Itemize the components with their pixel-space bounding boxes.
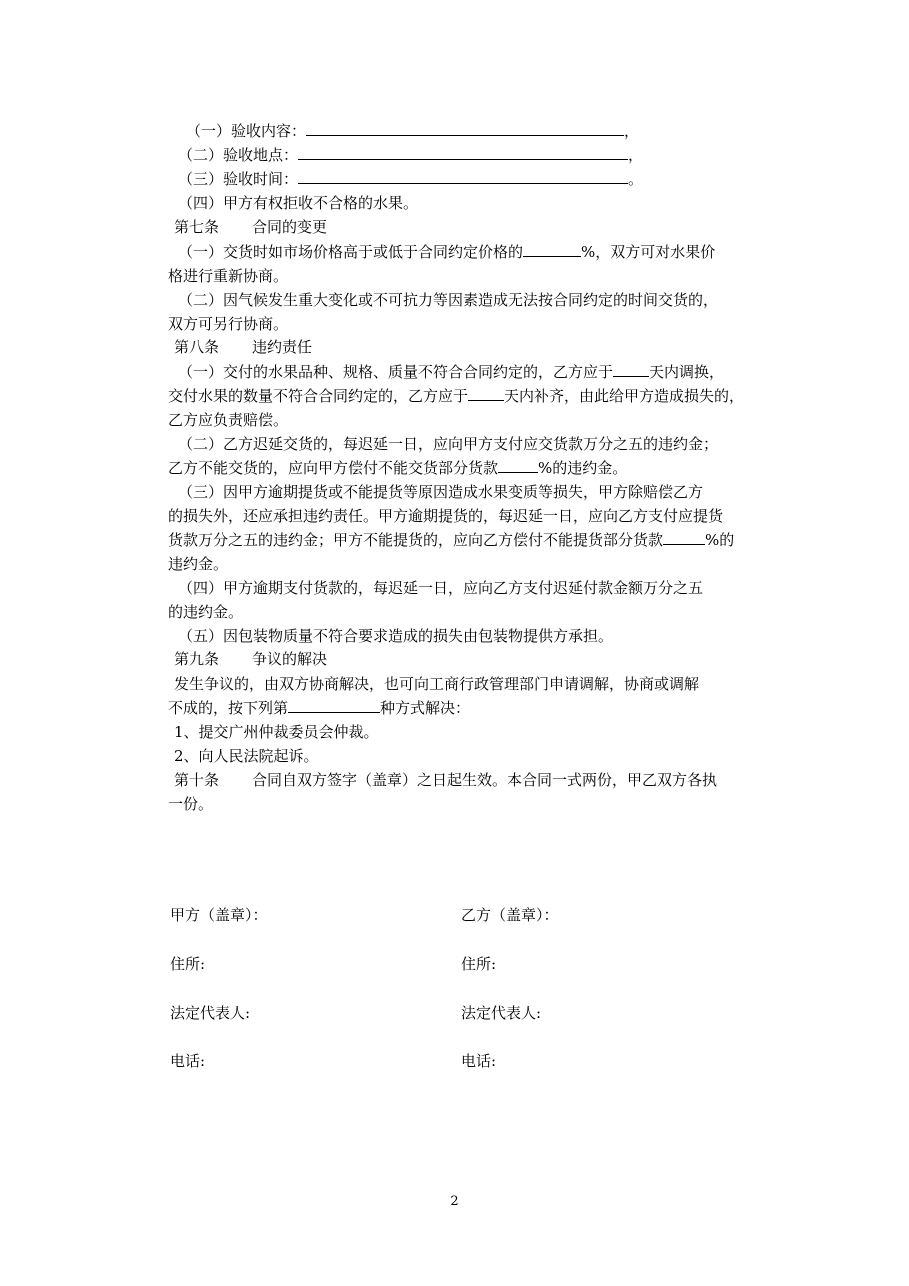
party-b-label: 乙方（盖章）： <box>461 906 559 924</box>
acceptance-place-line: （二）验收地点： ， <box>178 146 644 164</box>
article-10: 第十条 合同自双方签字（盖章）之日起生效。本合同一式两份，甲乙双方各执 <box>174 771 718 789</box>
article-7-p1: （一）交货时如市场价格高于或低于合同约定价格的 %，双方可对水果价 <box>178 243 716 261</box>
party-b-address: 住所: <box>461 955 497 973</box>
blank-field <box>288 698 380 713</box>
article-10-cont: 一份。 <box>168 795 214 813</box>
article-8-p3: （三）因甲方逾期提货或不能提货等原因造成水果变质等损失，甲方除赔偿乙方 <box>178 483 704 501</box>
acceptance-reject-line: （四）甲方有权拒收不合格的水果。 <box>178 194 419 212</box>
blank-field <box>468 386 504 401</box>
article-7-p2: （二）因气候发生重大变化或不可抗力等因素造成无法按合同约定的时间交货的， <box>178 291 719 309</box>
party-a-label: 甲方（盖章）： <box>170 906 268 924</box>
article-9-p1: 发生争议的，由双方协商解决，也可向工商行政管理部门申请调解，协商或调解 <box>174 675 700 693</box>
article-9-p1-cont: 不成的，按下列第 种方式解决： <box>168 699 471 717</box>
article-8-heading: 第八条 违约责任 <box>174 338 313 356</box>
blank-field <box>298 145 628 160</box>
article-9-option-1: 1、提交广州仲裁委员会仲裁。 <box>174 723 379 741</box>
blank-field <box>613 362 649 377</box>
party-b-representative: 法定代表人: <box>461 1004 542 1022</box>
article-8-p3-cont3: 违约金。 <box>168 555 229 573</box>
article-8-p2: （二）乙方迟延交货的，每迟延一日，应向甲方支付应交货款万分之五的违约金； <box>178 435 719 453</box>
party-a-address: 住所: <box>170 955 206 973</box>
article-8-p1-cont2: 乙方应负责赔偿。 <box>168 411 289 429</box>
article-7-heading: 第七条 合同的变更 <box>174 218 328 236</box>
article-7-p1-cont: 格进行重新协商。 <box>168 267 289 285</box>
article-8-p2-cont: 乙方不能交货的，应向甲方偿付不能交货部分货款 %的违约金。 <box>168 459 628 477</box>
article-8-p3-cont2: 货款万分之五的违约金；甲方不能提货的，应向乙方偿付不能提货部分货款 %的 <box>168 531 735 549</box>
article-8-p1-cont: 交付水果的数量不符合合同约定的，乙方应于 天内补齐，由此给甲方造成损失的， <box>168 387 745 405</box>
page-number: 2 <box>450 1194 459 1209</box>
article-8-p4: （四）甲方逾期支付货款的，每迟延一日，应向乙方支付迟延付款金额万分之五 <box>178 579 704 597</box>
article-9-heading: 第九条 争议的解决 <box>174 650 328 668</box>
acceptance-content-line: （一）验收内容： ， <box>186 122 640 140</box>
article-8-p4-cont: 的违约金。 <box>168 603 244 621</box>
article-9-option-2: 2、向人民法院起诉。 <box>174 747 319 765</box>
blank-field <box>306 121 624 136</box>
blank-field <box>498 458 538 473</box>
article-7-p2-cont: 双方可另行协商。 <box>168 315 289 333</box>
acceptance-time-line: （三）验收时间： 。 <box>178 170 644 188</box>
article-8-p5: （五）因包装物质量不符合要求造成的损失由包装物提供方承担。 <box>178 627 614 645</box>
party-b-phone: 电话: <box>461 1052 497 1070</box>
article-8-p1: （一）交付的水果品种、规格、质量不符合合同约定的，乙方应于 天内调换， <box>178 363 725 381</box>
blank-field <box>298 169 628 184</box>
party-a-representative: 法定代表人: <box>170 1004 251 1022</box>
blank-field <box>663 530 705 545</box>
article-8-p3-cont: 的损失外，还应承担违约责任。甲方逾期提货的，每迟延一日，应向乙方支付应提货 <box>168 507 724 525</box>
blank-field <box>523 242 581 257</box>
party-a-phone: 电话: <box>170 1052 206 1070</box>
